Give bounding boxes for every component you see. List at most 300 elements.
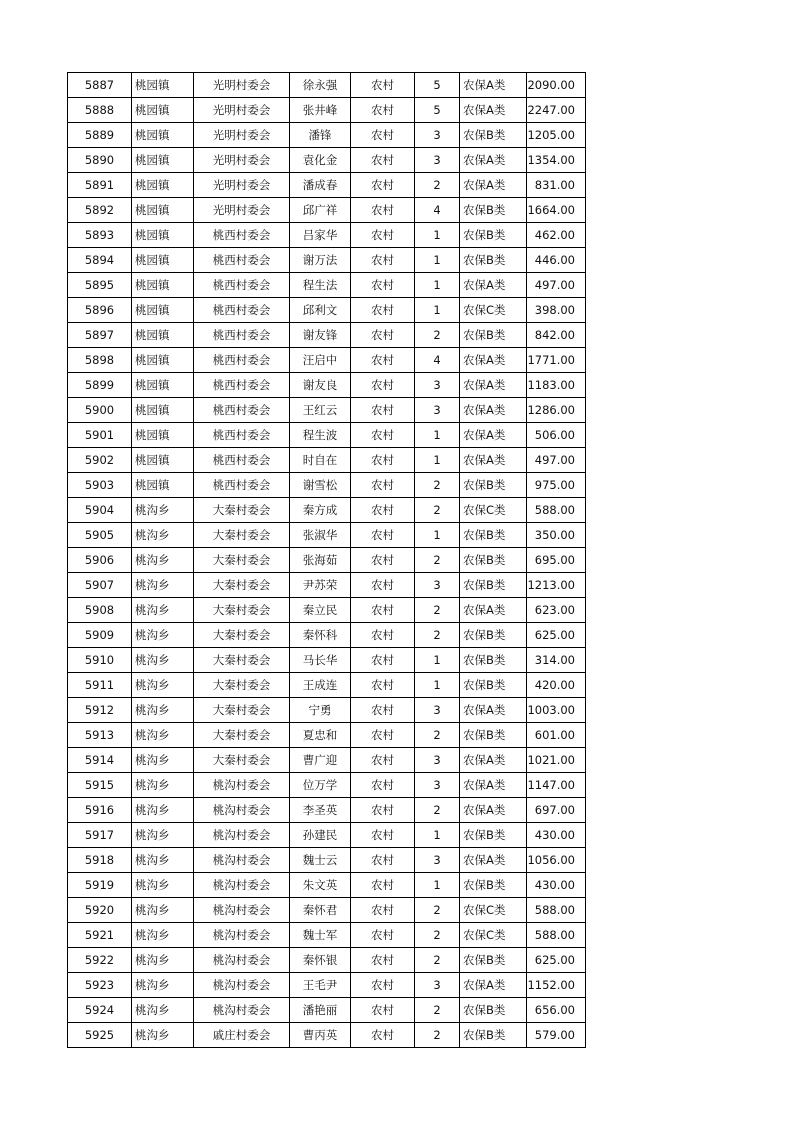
row-id-cell: 5924: [68, 998, 132, 1023]
town-cell: 桃沟乡: [132, 873, 194, 898]
table-row: [68, 723, 586, 748]
name-cell: 李圣英: [290, 798, 351, 823]
household-type-cell: 农村: [351, 798, 415, 823]
town-cell: 桃沟乡: [132, 948, 194, 973]
amount-cell: 430.00: [527, 873, 586, 898]
village-cell: 桃沟村委会: [194, 948, 290, 973]
town-cell: 桃沟乡: [132, 823, 194, 848]
village-cell: 桃西村委会: [194, 473, 290, 498]
person-count-cell: 2: [415, 798, 460, 823]
person-count-cell: 3: [415, 123, 460, 148]
person-count-cell: 2: [415, 173, 460, 198]
town-cell: 桃沟乡: [132, 923, 194, 948]
village-cell: 桃沟村委会: [194, 773, 290, 798]
amount-cell: 497.00: [527, 448, 586, 473]
village-cell: 大秦村委会: [194, 698, 290, 723]
table-row: [68, 173, 586, 198]
amount-cell: 446.00: [527, 248, 586, 273]
category-cell: 农保A类: [460, 273, 527, 298]
person-count-cell: 2: [415, 548, 460, 573]
village-cell: 光明村委会: [194, 198, 290, 223]
table-row: [68, 148, 586, 173]
amount-cell: 1771.00: [527, 348, 586, 373]
person-count-cell: 1: [415, 223, 460, 248]
person-count-cell: 1: [415, 298, 460, 323]
amount-cell: 588.00: [527, 498, 586, 523]
person-count-cell: 1: [415, 673, 460, 698]
category-cell: 农保A类: [460, 373, 527, 398]
person-count-cell: 3: [415, 848, 460, 873]
person-count-cell: 2: [415, 323, 460, 348]
household-type-cell: 农村: [351, 973, 415, 998]
village-cell: 桃西村委会: [194, 248, 290, 273]
name-cell: 谢友良: [290, 373, 351, 398]
table-row: [68, 498, 586, 523]
amount-cell: 350.00: [527, 523, 586, 548]
name-cell: 程生波: [290, 423, 351, 448]
name-cell: 朱文英: [290, 873, 351, 898]
household-type-cell: 农村: [351, 598, 415, 623]
village-cell: 光明村委会: [194, 73, 290, 98]
name-cell: 潘艳丽: [290, 998, 351, 1023]
household-type-cell: 农村: [351, 273, 415, 298]
name-cell: 张井峰: [290, 98, 351, 123]
person-count-cell: 1: [415, 823, 460, 848]
village-cell: 桃沟村委会: [194, 873, 290, 898]
person-count-cell: 5: [415, 98, 460, 123]
table-row: [68, 298, 586, 323]
name-cell: 曹广迎: [290, 748, 351, 773]
amount-cell: 697.00: [527, 798, 586, 823]
row-id-cell: 5896: [68, 298, 132, 323]
category-cell: 农保B类: [460, 473, 527, 498]
village-cell: 大秦村委会: [194, 648, 290, 673]
row-id-cell: 5902: [68, 448, 132, 473]
town-cell: 桃沟乡: [132, 673, 194, 698]
amount-cell: 2247.00: [527, 98, 586, 123]
category-cell: 农保A类: [460, 773, 527, 798]
row-id-cell: 5911: [68, 673, 132, 698]
table-row: [68, 648, 586, 673]
household-type-cell: 农村: [351, 123, 415, 148]
household-type-cell: 农村: [351, 998, 415, 1023]
category-cell: 农保A类: [460, 448, 527, 473]
row-id-cell: 5891: [68, 173, 132, 198]
row-id-cell: 5894: [68, 248, 132, 273]
table-row: [68, 573, 586, 598]
category-cell: 农保B类: [460, 548, 527, 573]
person-count-cell: 1: [415, 248, 460, 273]
row-id-cell: 5889: [68, 123, 132, 148]
name-cell: 位万学: [290, 773, 351, 798]
table-row: [68, 923, 586, 948]
table-row: [68, 948, 586, 973]
amount-cell: 1152.00: [527, 973, 586, 998]
amount-cell: 1213.00: [527, 573, 586, 598]
village-cell: 大秦村委会: [194, 673, 290, 698]
person-count-cell: 2: [415, 473, 460, 498]
table-row: [68, 998, 586, 1023]
household-type-cell: 农村: [351, 498, 415, 523]
amount-cell: 588.00: [527, 898, 586, 923]
table-row: [68, 323, 586, 348]
village-cell: 大秦村委会: [194, 548, 290, 573]
category-cell: 农保A类: [460, 598, 527, 623]
name-cell: 夏忠和: [290, 723, 351, 748]
category-cell: 农保A类: [460, 148, 527, 173]
name-cell: 谢雪松: [290, 473, 351, 498]
amount-cell: 625.00: [527, 623, 586, 648]
person-count-cell: 2: [415, 998, 460, 1023]
name-cell: 王成连: [290, 673, 351, 698]
household-type-cell: 农村: [351, 548, 415, 573]
table-row: [68, 448, 586, 473]
amount-cell: 1286.00: [527, 398, 586, 423]
row-id-cell: 5920: [68, 898, 132, 923]
category-cell: 农保A类: [460, 973, 527, 998]
village-cell: 大秦村委会: [194, 748, 290, 773]
household-type-cell: 农村: [351, 448, 415, 473]
amount-cell: 1664.00: [527, 198, 586, 223]
village-cell: 桃西村委会: [194, 448, 290, 473]
village-cell: 光明村委会: [194, 173, 290, 198]
village-cell: 光明村委会: [194, 98, 290, 123]
name-cell: 王红云: [290, 398, 351, 423]
row-id-cell: 5905: [68, 523, 132, 548]
category-cell: 农保B类: [460, 523, 527, 548]
person-count-cell: 3: [415, 698, 460, 723]
village-cell: 桃沟村委会: [194, 823, 290, 848]
amount-cell: 656.00: [527, 998, 586, 1023]
household-type-cell: 农村: [351, 173, 415, 198]
table-row: [68, 748, 586, 773]
village-cell: 桃西村委会: [194, 323, 290, 348]
town-cell: 桃园镇: [132, 398, 194, 423]
category-cell: 农保B类: [460, 1023, 527, 1048]
village-cell: 光明村委会: [194, 123, 290, 148]
row-id-cell: 5910: [68, 648, 132, 673]
village-cell: 大秦村委会: [194, 573, 290, 598]
table-row: [68, 898, 586, 923]
person-count-cell: 3: [415, 373, 460, 398]
row-id-cell: 5906: [68, 548, 132, 573]
village-cell: 戚庄村委会: [194, 1023, 290, 1048]
town-cell: 桃园镇: [132, 98, 194, 123]
category-cell: 农保B类: [460, 223, 527, 248]
person-count-cell: 3: [415, 773, 460, 798]
table-row: [68, 348, 586, 373]
person-count-cell: 1: [415, 423, 460, 448]
data-table: [67, 72, 586, 1048]
row-id-cell: 5925: [68, 1023, 132, 1048]
town-cell: 桃园镇: [132, 223, 194, 248]
person-count-cell: 3: [415, 748, 460, 773]
row-id-cell: 5901: [68, 423, 132, 448]
name-cell: 时自在: [290, 448, 351, 473]
category-cell: 农保C类: [460, 298, 527, 323]
row-id-cell: 5899: [68, 373, 132, 398]
household-type-cell: 农村: [351, 923, 415, 948]
category-cell: 农保A类: [460, 798, 527, 823]
village-cell: 大秦村委会: [194, 498, 290, 523]
amount-cell: 398.00: [527, 298, 586, 323]
name-cell: 徐永强: [290, 73, 351, 98]
person-count-cell: 2: [415, 623, 460, 648]
household-type-cell: 农村: [351, 423, 415, 448]
amount-cell: 1003.00: [527, 698, 586, 723]
person-count-cell: 3: [415, 148, 460, 173]
table-row: [68, 1023, 586, 1048]
category-cell: 农保B类: [460, 248, 527, 273]
name-cell: 潘锋: [290, 123, 351, 148]
name-cell: 曹丙英: [290, 1023, 351, 1048]
amount-cell: 1354.00: [527, 148, 586, 173]
row-id-cell: 5892: [68, 198, 132, 223]
category-cell: 农保B类: [460, 948, 527, 973]
town-cell: 桃沟乡: [132, 648, 194, 673]
name-cell: 吕家华: [290, 223, 351, 248]
table-row: [68, 273, 586, 298]
household-type-cell: 农村: [351, 98, 415, 123]
household-type-cell: 农村: [351, 698, 415, 723]
amount-cell: 1056.00: [527, 848, 586, 873]
category-cell: 农保B类: [460, 623, 527, 648]
town-cell: 桃园镇: [132, 123, 194, 148]
person-count-cell: 2: [415, 498, 460, 523]
household-type-cell: 农村: [351, 398, 415, 423]
name-cell: 王毛尹: [290, 973, 351, 998]
person-count-cell: 1: [415, 873, 460, 898]
village-cell: 大秦村委会: [194, 523, 290, 548]
amount-cell: 462.00: [527, 223, 586, 248]
village-cell: 桃西村委会: [194, 223, 290, 248]
table-row: [68, 373, 586, 398]
table-row: [68, 123, 586, 148]
name-cell: 魏士军: [290, 923, 351, 948]
row-id-cell: 5890: [68, 148, 132, 173]
town-cell: 桃园镇: [132, 148, 194, 173]
table-row: [68, 548, 586, 573]
town-cell: 桃沟乡: [132, 523, 194, 548]
amount-cell: 430.00: [527, 823, 586, 848]
person-count-cell: 4: [415, 198, 460, 223]
category-cell: 农保A类: [460, 698, 527, 723]
row-id-cell: 5898: [68, 348, 132, 373]
name-cell: 马长华: [290, 648, 351, 673]
table-row: [68, 673, 586, 698]
town-cell: 桃园镇: [132, 473, 194, 498]
household-type-cell: 农村: [351, 323, 415, 348]
person-count-cell: 1: [415, 448, 460, 473]
village-cell: 桃西村委会: [194, 423, 290, 448]
town-cell: 桃园镇: [132, 273, 194, 298]
town-cell: 桃园镇: [132, 73, 194, 98]
amount-cell: 2090.00: [527, 73, 586, 98]
name-cell: 谢万法: [290, 248, 351, 273]
category-cell: 农保B类: [460, 998, 527, 1023]
village-cell: 大秦村委会: [194, 598, 290, 623]
amount-cell: 420.00: [527, 673, 586, 698]
town-cell: 桃沟乡: [132, 598, 194, 623]
amount-cell: 695.00: [527, 548, 586, 573]
row-id-cell: 5913: [68, 723, 132, 748]
household-type-cell: 农村: [351, 873, 415, 898]
household-type-cell: 农村: [351, 73, 415, 98]
person-count-cell: 2: [415, 723, 460, 748]
person-count-cell: 3: [415, 973, 460, 998]
household-type-cell: 农村: [351, 223, 415, 248]
row-id-cell: 5922: [68, 948, 132, 973]
household-type-cell: 农村: [351, 198, 415, 223]
table-row: [68, 598, 586, 623]
name-cell: 宁勇: [290, 698, 351, 723]
name-cell: 谢友锋: [290, 323, 351, 348]
village-cell: 桃西村委会: [194, 398, 290, 423]
person-count-cell: 2: [415, 898, 460, 923]
name-cell: 张海茹: [290, 548, 351, 573]
name-cell: 秦立民: [290, 598, 351, 623]
row-id-cell: 5917: [68, 823, 132, 848]
category-cell: 农保B类: [460, 123, 527, 148]
category-cell: 农保C类: [460, 923, 527, 948]
table-row: [68, 773, 586, 798]
town-cell: 桃园镇: [132, 298, 194, 323]
household-type-cell: 农村: [351, 523, 415, 548]
category-cell: 农保A类: [460, 173, 527, 198]
person-count-cell: 2: [415, 923, 460, 948]
town-cell: 桃园镇: [132, 173, 194, 198]
table-body: [68, 73, 586, 1048]
household-type-cell: 农村: [351, 648, 415, 673]
amount-cell: 601.00: [527, 723, 586, 748]
amount-cell: 1205.00: [527, 123, 586, 148]
household-type-cell: 农村: [351, 298, 415, 323]
household-type-cell: 农村: [351, 773, 415, 798]
category-cell: 农保B类: [460, 723, 527, 748]
row-id-cell: 5904: [68, 498, 132, 523]
table-row: [68, 423, 586, 448]
table-row: [68, 98, 586, 123]
name-cell: 秦怀银: [290, 948, 351, 973]
household-type-cell: 农村: [351, 348, 415, 373]
household-type-cell: 农村: [351, 373, 415, 398]
town-cell: 桃园镇: [132, 198, 194, 223]
village-cell: 大秦村委会: [194, 623, 290, 648]
town-cell: 桃沟乡: [132, 998, 194, 1023]
amount-cell: 1183.00: [527, 373, 586, 398]
town-cell: 桃园镇: [132, 323, 194, 348]
town-cell: 桃沟乡: [132, 848, 194, 873]
row-id-cell: 5919: [68, 873, 132, 898]
town-cell: 桃沟乡: [132, 723, 194, 748]
person-count-cell: 2: [415, 598, 460, 623]
person-count-cell: 5: [415, 73, 460, 98]
row-id-cell: 5916: [68, 798, 132, 823]
row-id-cell: 5887: [68, 73, 132, 98]
amount-cell: 506.00: [527, 423, 586, 448]
amount-cell: 588.00: [527, 923, 586, 948]
table-row: [68, 198, 586, 223]
household-type-cell: 农村: [351, 848, 415, 873]
village-cell: 桃沟村委会: [194, 798, 290, 823]
row-id-cell: 5914: [68, 748, 132, 773]
village-cell: 桃西村委会: [194, 298, 290, 323]
category-cell: 农保A类: [460, 423, 527, 448]
category-cell: 农保A类: [460, 348, 527, 373]
town-cell: 桃沟乡: [132, 548, 194, 573]
village-cell: 桃沟村委会: [194, 973, 290, 998]
town-cell: 桃沟乡: [132, 1023, 194, 1048]
row-id-cell: 5893: [68, 223, 132, 248]
row-id-cell: 5903: [68, 473, 132, 498]
category-cell: 农保A类: [460, 398, 527, 423]
town-cell: 桃沟乡: [132, 773, 194, 798]
amount-cell: 497.00: [527, 273, 586, 298]
person-count-cell: 3: [415, 398, 460, 423]
village-cell: 桃西村委会: [194, 373, 290, 398]
row-id-cell: 5909: [68, 623, 132, 648]
town-cell: 桃沟乡: [132, 698, 194, 723]
name-cell: 秦怀君: [290, 898, 351, 923]
row-id-cell: 5897: [68, 323, 132, 348]
table-row: [68, 248, 586, 273]
name-cell: 秦方成: [290, 498, 351, 523]
village-cell: 桃沟村委会: [194, 898, 290, 923]
name-cell: 袁化金: [290, 148, 351, 173]
household-type-cell: 农村: [351, 573, 415, 598]
row-id-cell: 5907: [68, 573, 132, 598]
village-cell: 桃西村委会: [194, 348, 290, 373]
amount-cell: 579.00: [527, 1023, 586, 1048]
village-cell: 桃沟村委会: [194, 848, 290, 873]
name-cell: 尹苏荣: [290, 573, 351, 598]
village-cell: 桃西村委会: [194, 273, 290, 298]
household-type-cell: 农村: [351, 723, 415, 748]
row-id-cell: 5915: [68, 773, 132, 798]
table-row: [68, 823, 586, 848]
amount-cell: 1021.00: [527, 748, 586, 773]
category-cell: 农保B类: [460, 648, 527, 673]
table-row: [68, 623, 586, 648]
household-type-cell: 农村: [351, 248, 415, 273]
town-cell: 桃沟乡: [132, 898, 194, 923]
household-type-cell: 农村: [351, 673, 415, 698]
name-cell: 潘成春: [290, 173, 351, 198]
household-type-cell: 农村: [351, 948, 415, 973]
category-cell: 农保C类: [460, 898, 527, 923]
town-cell: 桃园镇: [132, 248, 194, 273]
name-cell: 邱广祥: [290, 198, 351, 223]
row-id-cell: 5918: [68, 848, 132, 873]
category-cell: 农保B类: [460, 198, 527, 223]
person-count-cell: 2: [415, 948, 460, 973]
category-cell: 农保B类: [460, 873, 527, 898]
town-cell: 桃园镇: [132, 448, 194, 473]
person-count-cell: 1: [415, 648, 460, 673]
table-row: [68, 698, 586, 723]
row-id-cell: 5921: [68, 923, 132, 948]
table-row: [68, 398, 586, 423]
table-row: [68, 848, 586, 873]
category-cell: 农保A类: [460, 73, 527, 98]
town-cell: 桃园镇: [132, 348, 194, 373]
category-cell: 农保B类: [460, 823, 527, 848]
village-cell: 桃沟村委会: [194, 923, 290, 948]
name-cell: 孙建民: [290, 823, 351, 848]
category-cell: 农保A类: [460, 848, 527, 873]
household-type-cell: 农村: [351, 748, 415, 773]
name-cell: 汪启中: [290, 348, 351, 373]
